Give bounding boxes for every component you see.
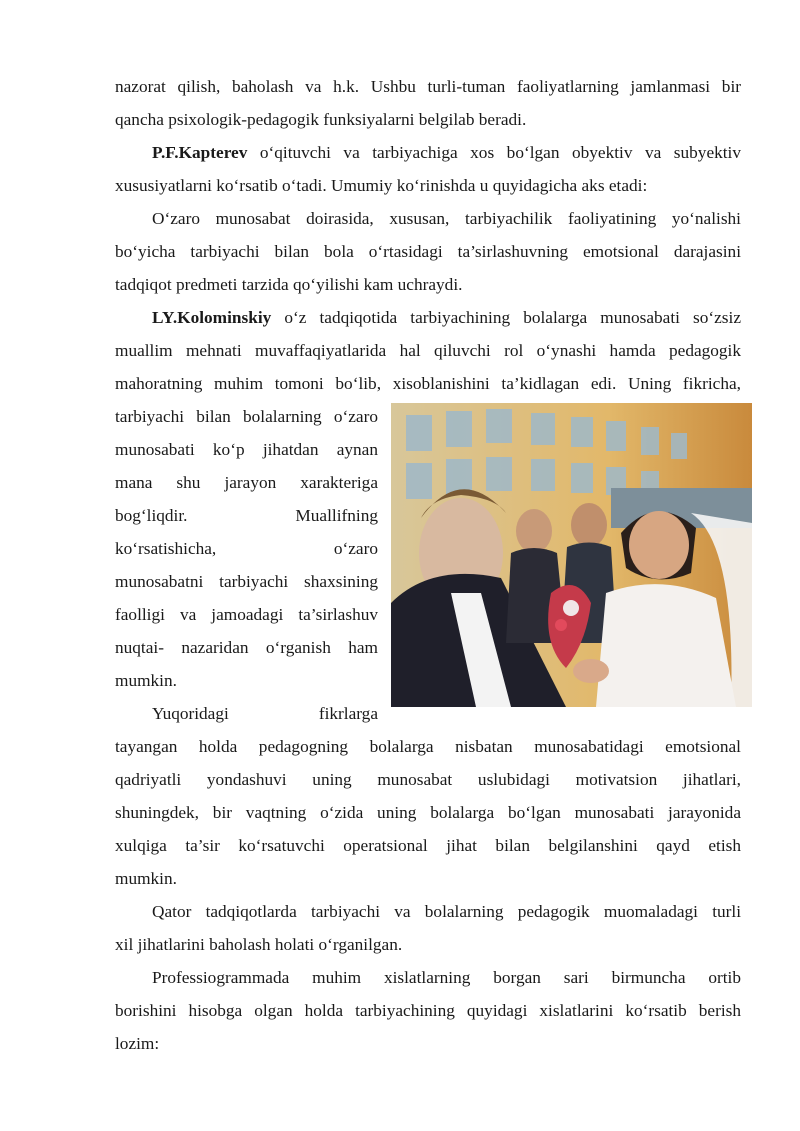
paragraph-line: munosabatni tarbiyachi shaxsining xyxy=(115,572,378,591)
paragraph-line: borishini hisobga olgan holda tarbiyachining quyidagi xislatlarini ko‘rsatib berish xyxy=(115,1001,741,1020)
author-name: P.F.Kapterev xyxy=(152,143,248,162)
paragraph-line: muallim mehnati muvaffaqiyatlarida hal qiluvchi rol o‘ynashi hamda pedagogik xyxy=(115,341,741,360)
line-text: o‘qituvchi va tarbiyachiga xos bo‘lgan obyektiv va subyektiv xyxy=(247,143,741,162)
paragraph-line: Qator tadqiqotlarda tarbiyachi va bolalarning pedagogik muomaladagi turli xyxy=(152,902,741,921)
paragraph-line: qadriyatli yondashuvi uning munosabat uslubidagi motivatsion jihatlari, xyxy=(115,770,741,789)
paragraph-line: mumkin. xyxy=(115,869,177,888)
paragraph-line: xil jihatlarini baholash holati o‘rganilgan. xyxy=(115,935,403,954)
paragraph-line xyxy=(152,306,741,330)
paragraph-line: Professiogrammada muhim xislatlarning borgan sari birmuncha ortib xyxy=(152,968,741,987)
photo-teacher-greeting-students xyxy=(391,403,752,707)
paragraph-line: shuningdek, bir vaqtning o‘zida uning bolalarga bo‘lgan munosabati jarayonida xyxy=(115,803,741,822)
paragraph-line: tayangan holda pedagogning bolalarga nisbatan munosabatidagi emotsional xyxy=(115,737,741,756)
paragraph-line: O‘zaro munosabat doirasida, xususan, tarbiyachilik faoliyatining yo‘nalishi xyxy=(152,209,741,228)
paragraph-line: xulqiga ta’sir ko‘rsatuvchi operatsional jihat bilan belgilanshini qayd etish xyxy=(115,836,741,855)
paragraph-line: mahoratning muhim tomoni bo‘lib, xisoblanishini ta’kidlagan edi. Uning fikricha, xyxy=(115,374,741,393)
paragraph-line: ko‘rsatishicha, o‘zaro xyxy=(115,539,378,558)
paragraph-line: nuqtai- nazaridan o‘rganish ham xyxy=(115,638,378,657)
paragraph-line: munosabati ko‘p jihatdan aynan xyxy=(115,440,378,459)
author-name: LY.Kolominskiy xyxy=(152,308,272,327)
paragraph-line: tarbiyachi bilan bolalarning o‘zaro xyxy=(115,407,378,426)
paragraph-line: Yuqoridagi fikrlarga xyxy=(152,704,378,723)
paragraph-line: qancha psixologik-pedagogik funksiyalarni belgilab beradi. xyxy=(115,110,527,129)
line-text: o‘z tadqiqotida tarbiyachining bolalarga munosabati so‘zsiz xyxy=(271,308,741,327)
paragraph-line: faolligi va jamoadagi ta’sirlashuv xyxy=(115,605,378,624)
paragraph-line: mana shu jarayon xarakteriga xyxy=(115,473,378,492)
paragraph-line: tadqiqot predmeti tarzida qo‘yilishi kam uchraydi. xyxy=(115,275,463,294)
paragraph-line: nazorat qilish, baholash va h.k. Ushbu turli-tuman faoliyatlarning jamlanmasi bir xyxy=(115,77,741,96)
paragraph-line: xususiyatlarni ko‘rsatib o‘tadi. Umumiy ko‘rinishda u quyidagicha aks etadi: xyxy=(115,176,648,195)
paragraph-line: mumkin. xyxy=(115,671,177,690)
paragraph-line xyxy=(152,141,741,165)
paragraph-line: lozim: xyxy=(115,1034,160,1053)
paragraph-line: bog‘liqdir. Muallifning xyxy=(115,506,378,525)
paragraph-line: bo‘yicha tarbiyachi bilan bola o‘rtasidagi ta’sirlashuvning emotsional darajasini xyxy=(115,242,741,261)
